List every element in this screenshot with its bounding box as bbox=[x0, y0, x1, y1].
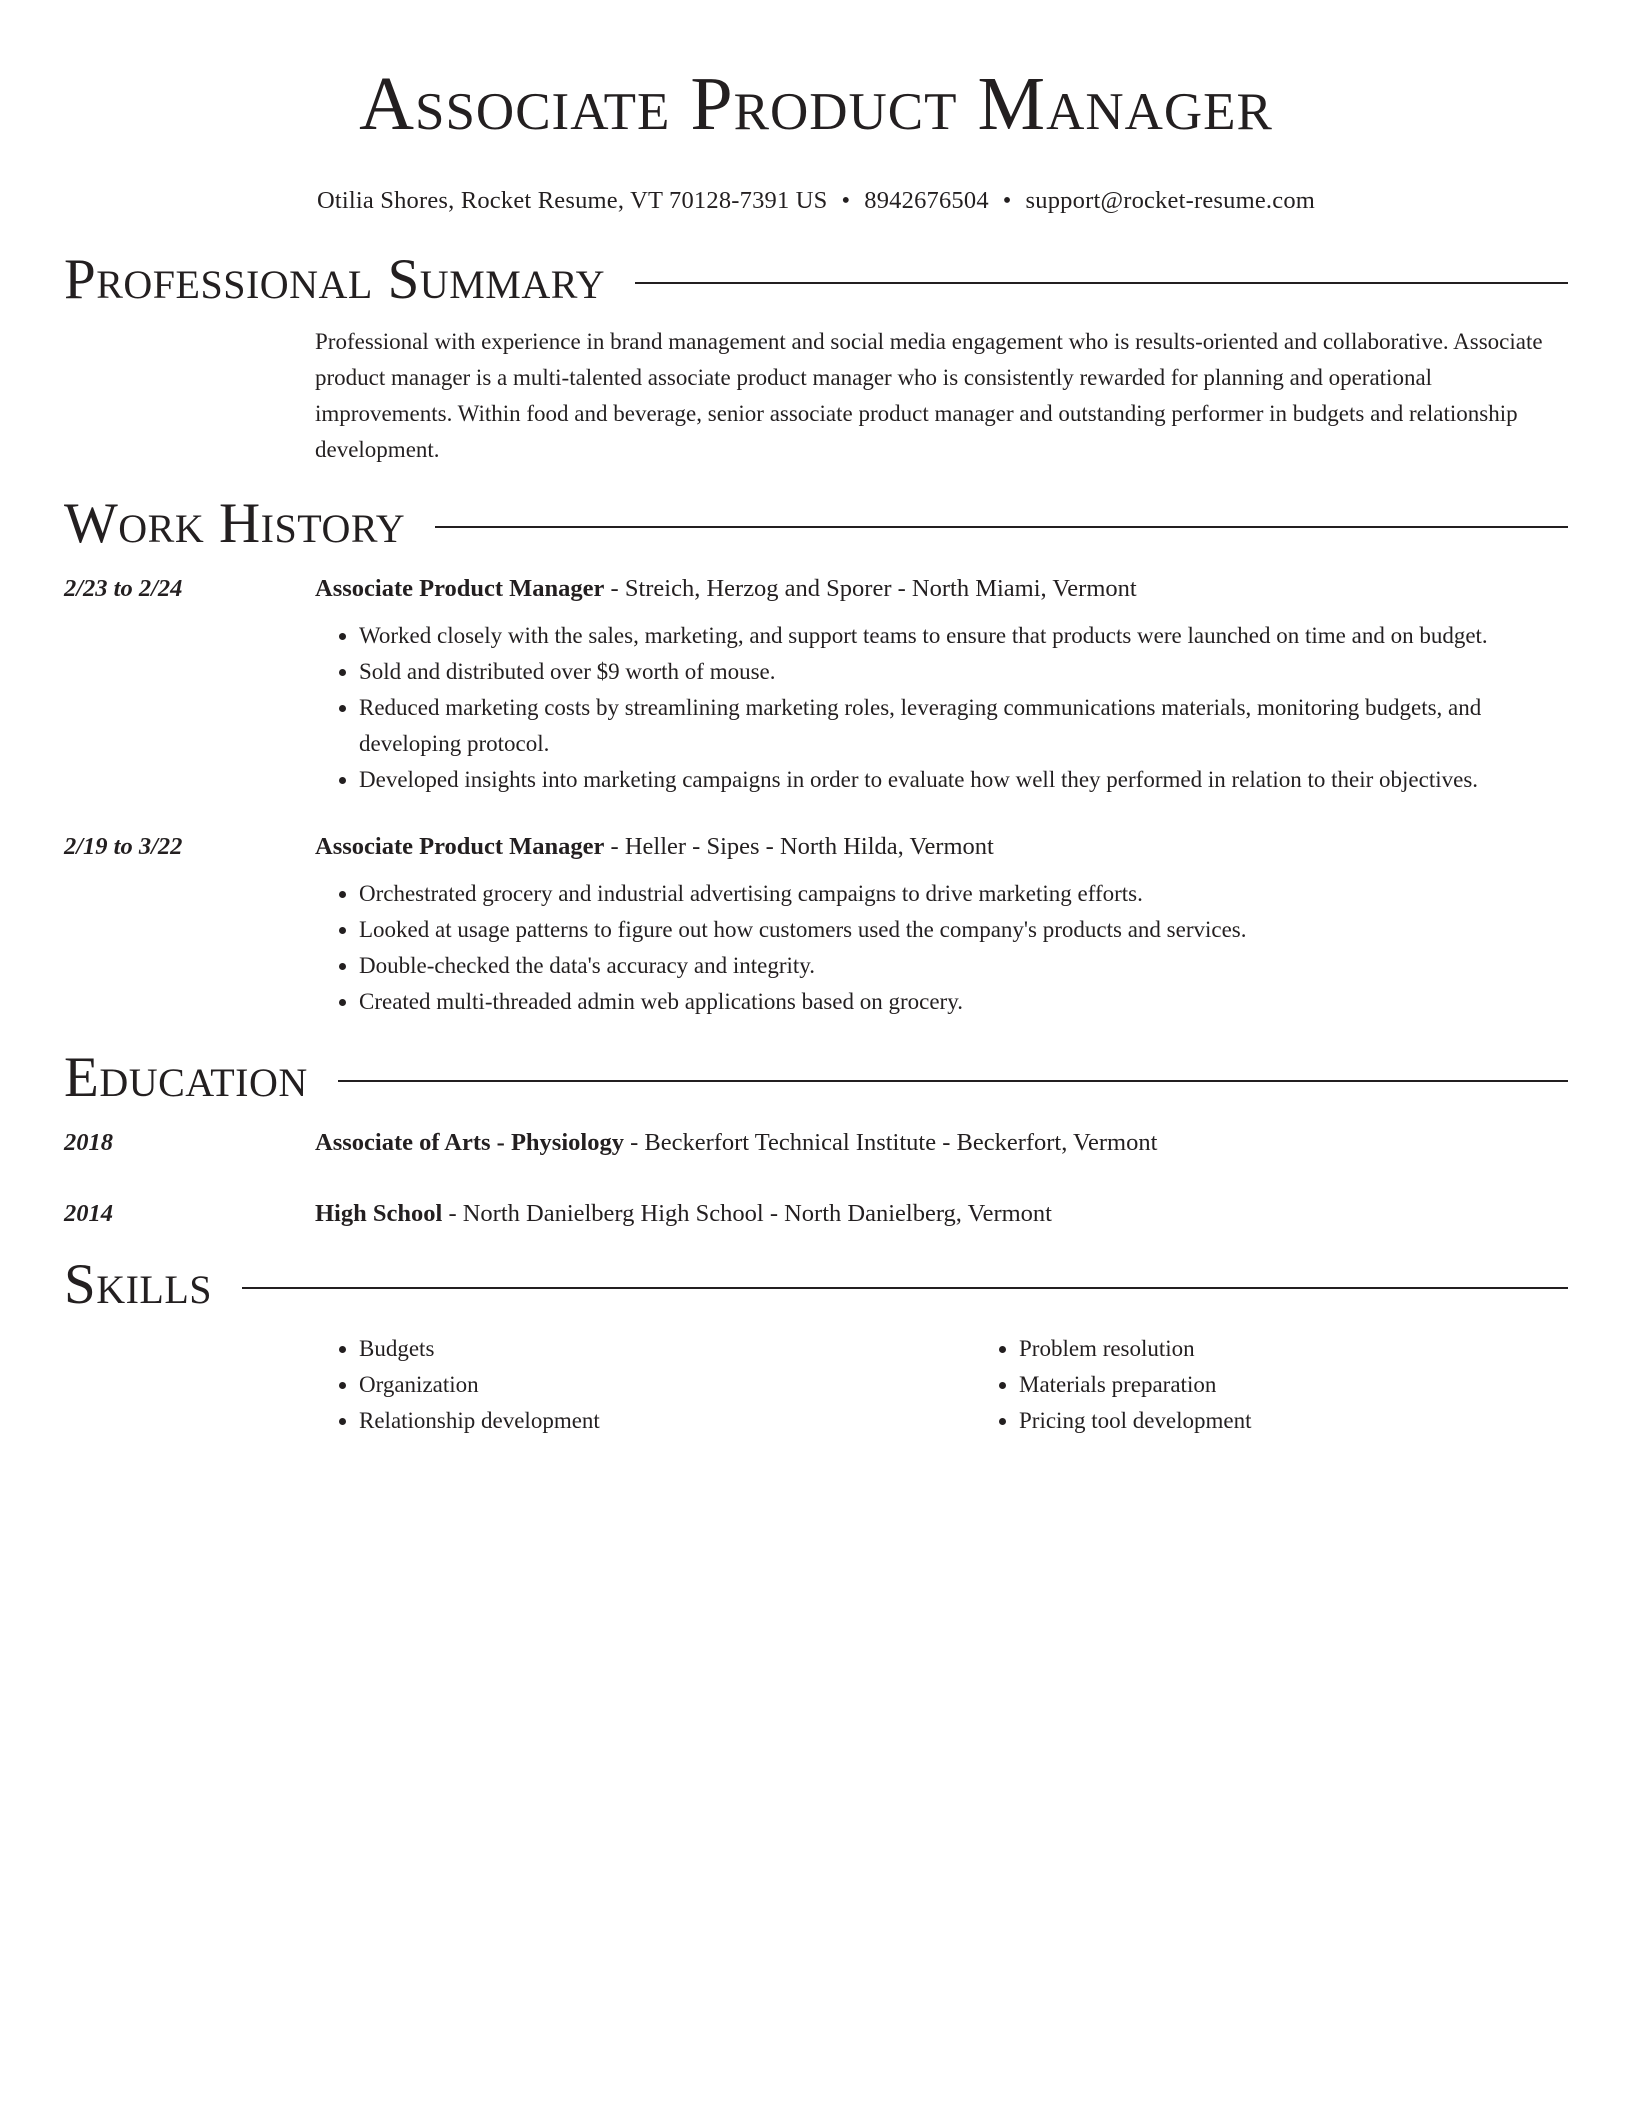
contact-separator: • bbox=[841, 187, 851, 214]
skill-item: • Materials preparation bbox=[1019, 1367, 1632, 1403]
skills-heading: Skills bbox=[64, 1253, 213, 1316]
education-heading-line bbox=[315, 1197, 1568, 1231]
education-year: 2018 bbox=[64, 1129, 113, 1156]
section-divider bbox=[242, 1287, 1568, 1289]
resume-title: Associate Product Manager bbox=[359, 62, 1273, 146]
contact-separator: • bbox=[1002, 187, 1012, 214]
contact-address: Otilia Shores, Rocket Resume, VT 70128-7391 US bbox=[316, 187, 828, 214]
education-section-header bbox=[64, 1046, 1568, 1110]
contact-phone: 8942676504 bbox=[864, 187, 989, 214]
education-entry bbox=[64, 1126, 1568, 1160]
summary-text: Professional with experience in brand management and social media engagement who is results-oriented and collaborative. Associate product manager is a multi-talented associate product manager who is consistently rewarded for planning and operational improvements. Within food and beverage, senior associate product manager and outstanding performer in budgets and relationship development. bbox=[315, 329, 1543, 462]
resume-page bbox=[64, 0, 1568, 1439]
job-bullet: • Worked closely with the sales, marketing, and support teams to ensure that products were launched on time and on budget. bbox=[359, 618, 1568, 654]
job-title: Associate Product Manager bbox=[315, 833, 605, 860]
skill-item: • Budgets bbox=[359, 1331, 975, 1367]
skill-item: • Organization bbox=[359, 1367, 975, 1403]
skills-row bbox=[64, 1331, 1568, 1439]
education-degree: Associate of Arts - Physiology bbox=[315, 1129, 624, 1156]
job-bullet: • Created multi-threaded admin web applications based on grocery. bbox=[359, 984, 1568, 1020]
job-dates: 2/23 to 2/24 bbox=[64, 575, 183, 602]
job-bullet: • Double-checked the data's accuracy and integrity. bbox=[359, 948, 1568, 984]
job-entry bbox=[64, 572, 1568, 798]
job-details: - Streich, Herzog and Sporer - North Miami, Vermont bbox=[604, 575, 1137, 602]
skills-spacer bbox=[64, 1331, 315, 1439]
job-details: - Heller - Sipes - North Hilda, Vermont bbox=[604, 833, 994, 860]
skill-item: • Pricing tool development bbox=[1019, 1403, 1632, 1439]
education-degree: High School bbox=[315, 1200, 443, 1227]
skills-list-right bbox=[975, 1331, 1632, 1439]
education-details: - Beckerfort Technical Institute - Beckerfort, Vermont bbox=[623, 1129, 1158, 1156]
skills-grid bbox=[315, 1331, 1632, 1439]
job-bullet: • Reduced marketing costs by streamlining marketing roles, leveraging communications materials, monitoring budgets, and developing protocol. bbox=[359, 690, 1568, 762]
section-divider bbox=[338, 1080, 1568, 1082]
job-bullet: • Looked at usage patterns to figure out how customers used the company's products and services. bbox=[359, 912, 1568, 948]
education-details: - North Danielberg High School - North Danielberg, Vermont bbox=[442, 1200, 1052, 1227]
job-bullet: • Sold and distributed over $9 worth of mouse. bbox=[359, 654, 1568, 690]
education-heading: Education bbox=[64, 1046, 308, 1109]
work-heading: Work History bbox=[64, 492, 406, 555]
job-bullet: • Orchestrated grocery and industrial advertising campaigns to drive marketing efforts. bbox=[359, 876, 1568, 912]
contact-line bbox=[64, 184, 1568, 218]
education-year: 2014 bbox=[64, 1200, 113, 1227]
job-title: Associate Product Manager bbox=[315, 575, 605, 602]
work-section-header bbox=[64, 492, 1568, 556]
contact-email: support@rocket-resume.com bbox=[1025, 187, 1316, 214]
job-dates: 2/19 to 3/22 bbox=[64, 833, 183, 860]
education-heading-line bbox=[315, 1126, 1568, 1160]
job-entry bbox=[64, 830, 1568, 1020]
job-heading bbox=[315, 830, 1568, 864]
skills-section-header bbox=[64, 1253, 1568, 1317]
job-bullets bbox=[315, 618, 1568, 798]
summary-section-header bbox=[64, 248, 1568, 312]
summary-row bbox=[64, 324, 1568, 468]
skill-item: • Problem resolution bbox=[1019, 1331, 1632, 1367]
skill-item: • Relationship development bbox=[359, 1403, 975, 1439]
job-bullets bbox=[315, 876, 1568, 1020]
job-bullet: • Developed insights into marketing campaigns in order to evaluate how well they performed in relation to their objectives. bbox=[359, 762, 1568, 798]
job-heading bbox=[315, 572, 1568, 606]
summary-spacer bbox=[64, 324, 315, 468]
section-divider bbox=[435, 526, 1568, 528]
section-divider bbox=[635, 282, 1568, 284]
education-entry bbox=[64, 1197, 1568, 1231]
skills-list-left bbox=[315, 1331, 975, 1439]
summary-heading: Professional Summary bbox=[64, 248, 606, 311]
